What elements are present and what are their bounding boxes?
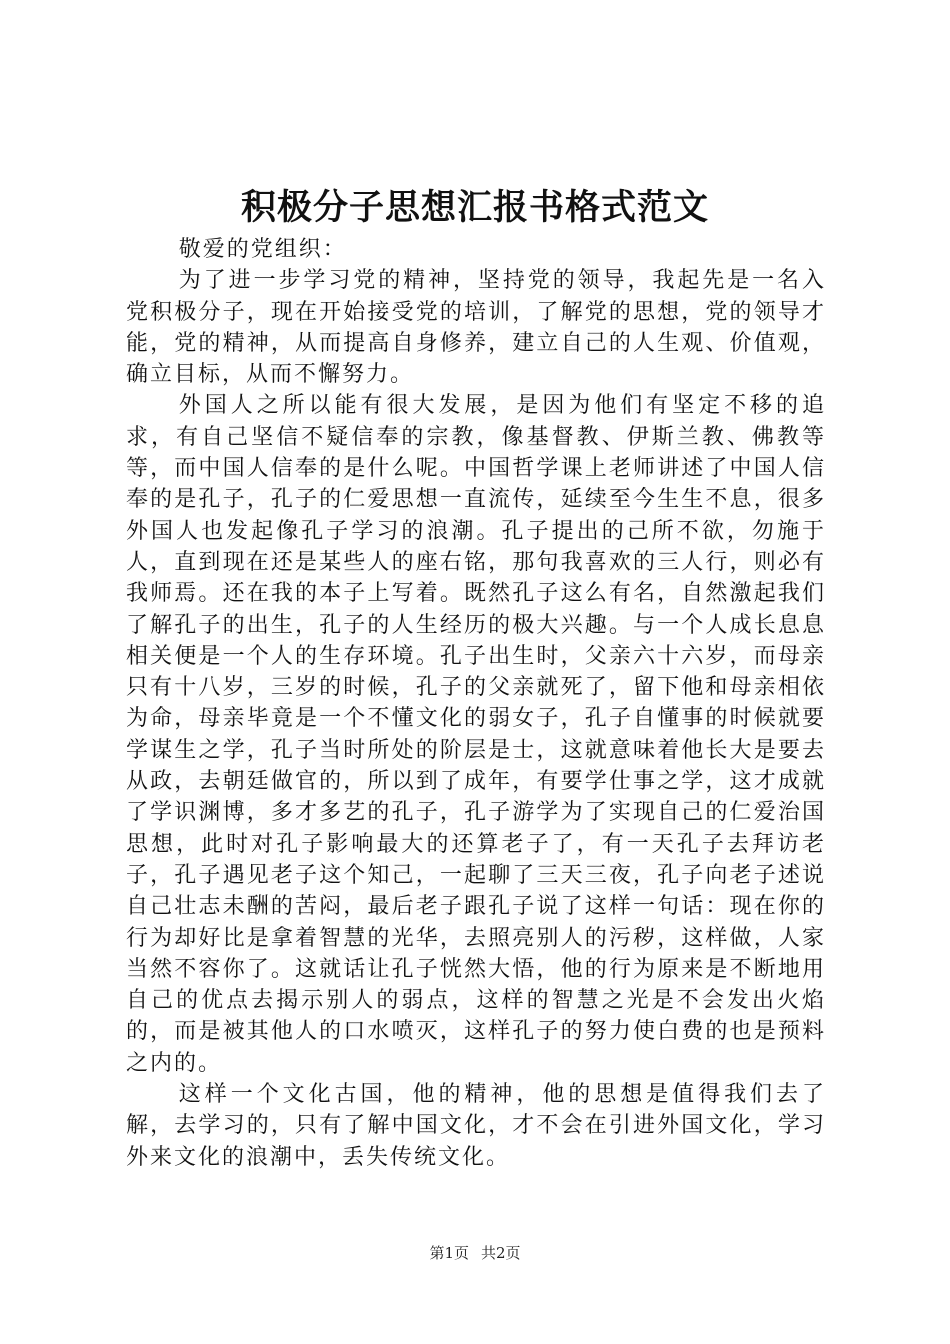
salutation: 敬爱的党组织： [178,237,347,262]
paragraph-2: 外国人之所以能有很大发展，是因为他们有坚定不移的追求，有自己坚信不疑信奉的宗教，像基督教、伊斯兰教、佛教等等，而中国人信奉的是什么呢。中国哲学课上老师讲述了中国人信奉的是孔子，孔子的仁爱思想一直流传，延续至今生生不息，很多外国人也发起像孔子学习的浪潮。孔子提出的己所不欲，勿施于人，直到现在还是某些人的座右铭，那句我喜欢的三人行，则必有我师焉。还在我的本子上写着。既然孔子这么有名，自然激起我们了解孔子的出生，孔子的人生经历的极大兴趣。与一个人成长息息相关便是一个人的生存环境。孔子出生时，父亲六十六岁，而母亲只有十八岁，三岁的时候，孔子的父亲就死了，留下他和母亲相依为命，母亲毕竟是一个不懂文化的弱女子，孔子自懂事的时候就要学谋生之学，孔子当时所处的阶层是士，这就意味着他长大是要去从政，去朝廷做官的，所以到了成年，有要学仕事之学，这才成就了学识渊博，多才多艺的孔子，孔子游学为了实现自己的仁爱治国思想，此时对孔子影响最大的还算老子了，有一天孔子去拜访老子，孔子遇见老子这个知己，一起聊了三天三夜，孔子向老子述说自己壮志未酬的苦闷，最后老子跟孔子说了这样一句话：现在你的行为却好比是拿着智慧的光华，去照亮别人的污秽，这样做，人家当然不容你了。这就话让孔子恍然大悟，他的行为原来是不断地用自己的优点去揭示别人的弱点，这样的智慧之光是不会发出火焰的，而是被其他人的口水喷灭，这样孔子的努力使白费的也是预料之内的。 [126,393,826,1076]
document-body [126,234,826,1173]
paragraph-3: 这样一个文化古国，他的精神，他的思想是值得我们去了解，去学习的，只有了解中国文化，才不会在引进外国文化，学习外来文化的浪潮中，丢失传统文化。 [126,1082,826,1170]
page-footer [0,1243,950,1263]
page-count: 共2页 [481,1244,521,1262]
paragraph-1: 为了进一步学习党的精神，坚持党的领导，我起先是一名入党积极分子，现在开始接受党的培训，了解党的思想，党的领导才能，党的精神，从而提高自身修养，建立自己的人生观、价值观，确立目标，从而不懈努力。 [126,268,826,388]
page-number: 第1页 [429,1244,469,1262]
document-title: 积极分子思想汇报书格式范文 [240,187,709,228]
